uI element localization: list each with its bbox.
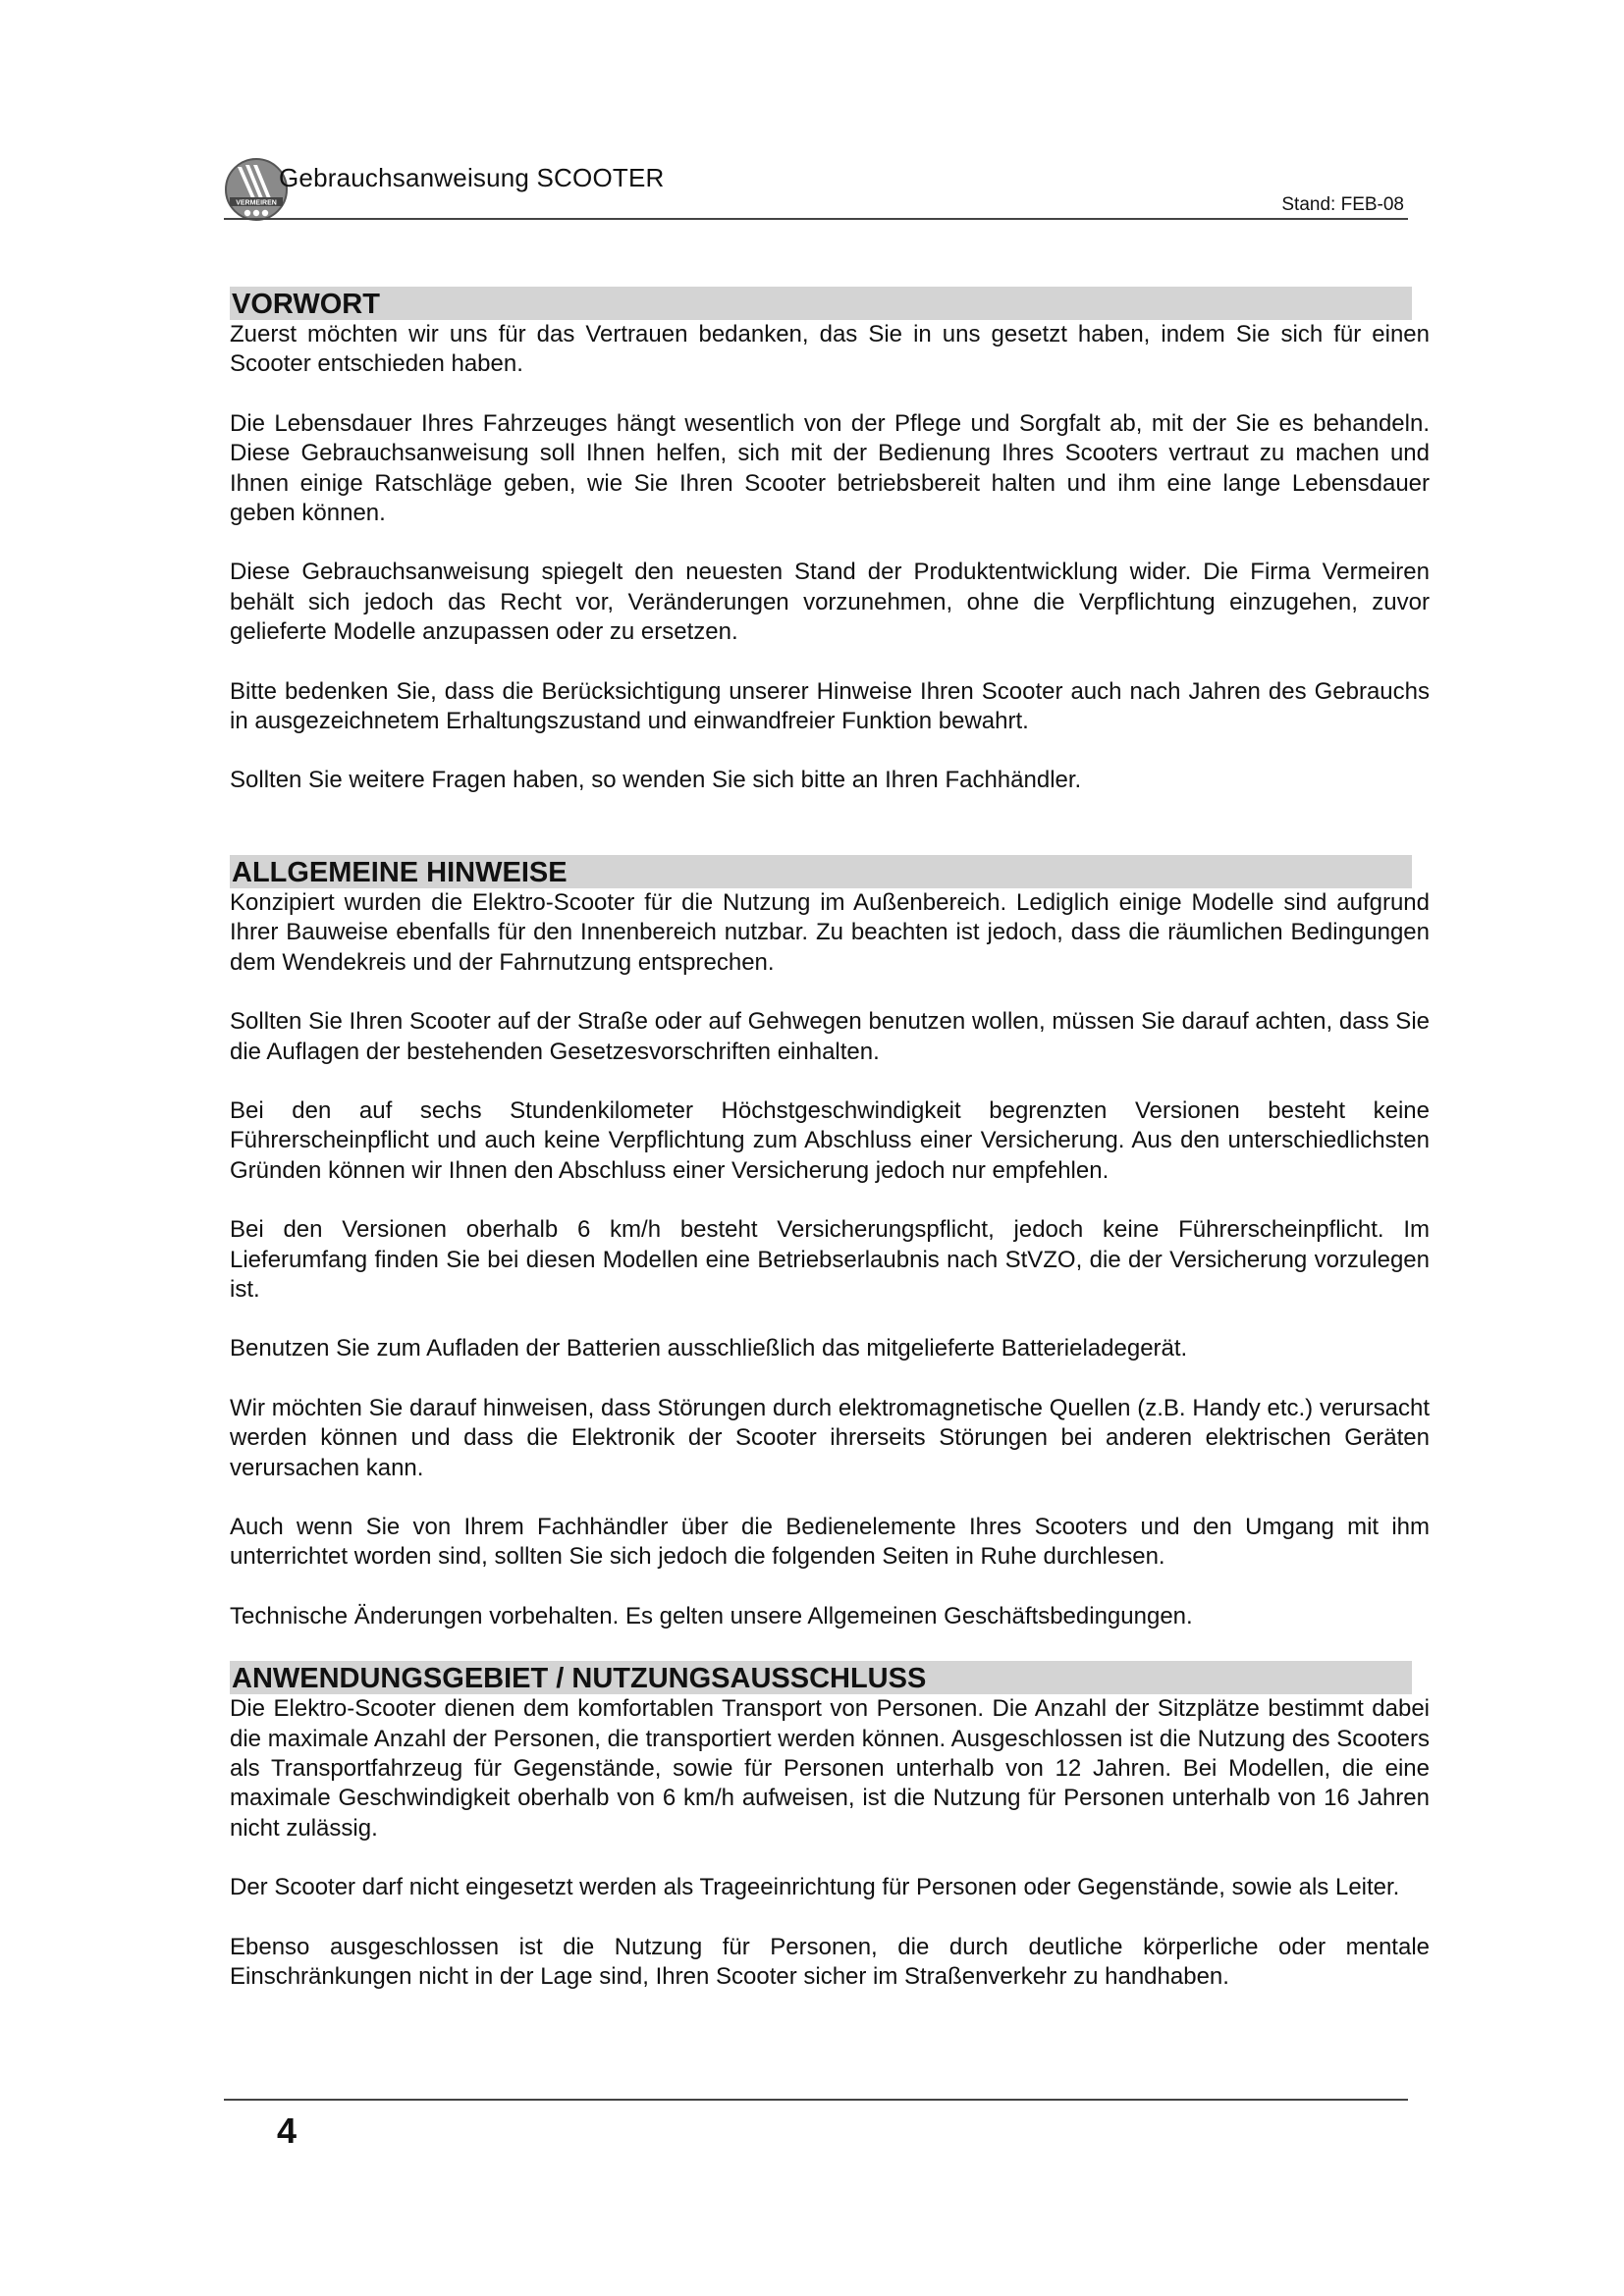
document-revision: Stand: FEB-08	[1281, 194, 1404, 215]
paragraph: Die Elektro-Scooter dienen dem komfortablen Transport von Personen. Die Anzahl der Sitzplätze bestimmt dabei die maximale Anzahl der Personen, die transportiert werden können. Ausgeschlossen ist die Nutzung des Scooters als Transportfahrzeug für Gegenstände, sowie für Personen unterhalb von 12 Jahren. Bei Modellen, die eine maximale Geschwindigkeit oberhalb von 6 km/h aufweisen, ist die Nutzung für Personen unterhalb von 16 Jahren nicht zulässig.	[230, 1695, 1430, 1842]
section-heading: VORWORT	[230, 287, 1412, 320]
paragraph: Der Scooter darf nicht eingesetzt werden als Trageeinrichtung für Personen oder Gegenstände, sowie als Leiter.	[230, 1874, 1400, 1901]
paragraph: Konzipiert wurden die Elektro-Scooter für die Nutzung im Außenbereich. Lediglich einige Modelle sind aufgrund Ihrer Bauweise ebenfalls für den Innenbereich nutzbar. Zu beachten ist jedoch, dass die räumlichen Bedingungen dem Wendekreis und der Fahrnutzung entsprechen.	[230, 888, 1430, 976]
section-vorwort	[230, 287, 1430, 796]
section-allgemeine-hinweise	[230, 855, 1430, 1631]
page-content	[230, 287, 1430, 1992]
section-heading: ALLGEMEINE HINWEISE	[230, 855, 1412, 888]
section-anwendungsgebiet	[230, 1661, 1430, 1992]
paragraph: Ebenso ausgeschlossen ist die Nutzung für Personen, die durch deutliche körperliche oder mentale Einschränkungen nicht in der Lage sind, Ihren Scooter sicher im Straßenverkehr zu handhaben.	[230, 1933, 1430, 1991]
section-heading: ANWENDUNGSGEBIET / NUTZUNGSAUSSCHLUSS	[230, 1661, 1412, 1694]
paragraph: Diese Gebrauchsanweisung spiegelt den neuesten Stand der Produktentwicklung wider. Die Firma Vermeiren behält sich jedoch das Recht vor, Veränderungen vorzunehmen, ohne die Verpflichtung einzugehen, zuvor gelieferte Modelle anzupassen oder zu ersetzen.	[230, 559, 1430, 646]
footer-divider	[224, 2099, 1408, 2101]
page-number: 4	[277, 2110, 298, 2151]
paragraph: Bei den auf sechs Stundenkilometer Höchstgeschwindigkeit begrenzten Versionen besteht keine Führerscheinpflicht und auch keine Verpflichtung zum Abschluss einer Versicherung. Aus den unterschiedlichsten Gründen können wir Ihnen den Abschluss einer Versicherung jedoch nur empfehlen.	[230, 1096, 1430, 1184]
document-title: Gebrauchsanweisung SCOOTER	[279, 163, 665, 192]
paragraph: Sollten Sie Ihren Scooter auf der Straße oder auf Gehwegen benutzen wollen, müssen Sie darauf achten, dass Sie die Auflagen der bestehenden Gesetzesvorschriften einhalten.	[230, 1008, 1430, 1065]
header-divider	[224, 218, 1408, 220]
paragraph: Sollten Sie weitere Fragen haben, so wenden Sie sich bitte an Ihren Fachhändler.	[230, 767, 1082, 794]
page-header	[224, 157, 1408, 222]
paragraph: Bitte bedenken Sie, dass die Berücksichtigung unserer Hinweise Ihren Scooter auch nach Jahren des Gebrauchs in ausgezeichnetem Erhaltungszustand und einwandfreier Funktion bewahrt.	[230, 677, 1430, 735]
svg-text:VERMEIREN: VERMEIREN	[236, 199, 277, 207]
paragraph: Auch wenn Sie von Ihrem Fachhändler über die Bedienelemente Ihres Scooters und den Umgang mit ihm unterrichtet worden sind, sollten Sie sich jedoch die folgenden Seiten in Ruhe durchlesen.	[230, 1513, 1430, 1571]
paragraph: Technische Änderungen vorbehalten. Es gelten unsere Allgemeinen Geschäftsbedingungen.	[230, 1602, 1193, 1629]
paragraph: Die Lebensdauer Ihres Fahrzeuges hängt wesentlich von der Pflege und Sorgfalt ab, mit der Sie es behandeln. Diese Gebrauchsanweisung soll Ihnen helfen, sich mit der Bedienung Ihres Scooters vertraut zu machen und Ihnen einige Ratschläge geben, wie Sie Ihren Scooter betriebsbereit halten und ihm eine lange Lebensdauer geben können.	[230, 409, 1430, 527]
paragraph: Wir möchten Sie darauf hinweisen, dass Störungen durch elektromagnetische Quellen (z.B. Handy etc.) verursacht werden können und dass die Elektronik der Scooter ihrerseits Störungen bei anderen elektrischen Geräten verursachen kann.	[230, 1394, 1430, 1481]
paragraph: Zuerst möchten wir uns für das Vertrauen bedanken, das Sie in uns gesetzt haben, indem Sie sich für einen Scooter entschieden haben.	[230, 321, 1430, 378]
paragraph: Bei den Versionen oberhalb 6 km/h besteht Versicherungspflicht, jedoch keine Führerscheinpflicht. Im Lieferumfang finden Sie bei diesen Modellen eine Betriebserlaubnis nach StVZO, die der Versicherung vorzulegen ist.	[230, 1216, 1430, 1303]
paragraph: Benutzen Sie zum Aufladen der Batterien ausschließlich das mitgelieferte Batterieladegerät.	[230, 1335, 1188, 1362]
